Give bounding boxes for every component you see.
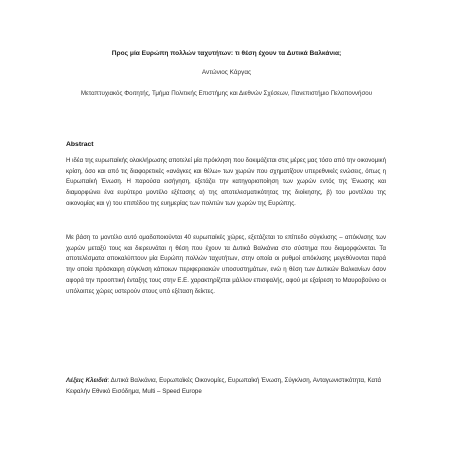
keywords-separator: : <box>107 377 111 384</box>
keywords-label: Λέξεις Κλειδιά <box>66 377 108 384</box>
abstract-paragraph-1: Η ιδέα της ευρωπαϊκής ολοκλήρωσης αποτελεί μία πρόκληση που δοκιμάζεται στις μέρες μας τόσο από την οικονομική κρίση, όσο και από τις διαφορετικές «ανάγκες και θέλω» των χωρών που σχηματίζουν υπερεθνικές ενώσεις, όπως η Ευρωπαϊκή Ένωση. Η παρούσα εισήγηση, εξετάζει την κατηγοριοποίηση των χωρών εντός της Ένωσης και διαμορφώνει ένα ευρύτερο μοντέλο εξέτασης α) της αποτελεσματικότητας της διοίκησης, β) του μοντέλου της οικονομίας και γ) του επιπέδου της ευημερίας των πολιτών των χωρών της Ευρώπης. <box>66 157 386 207</box>
author-affiliation: Μεταπτυχιακός Φοιτητής, Τμήμα Πολιτικής Επιστήμης και Διεθνών Σχέσεων, Πανεπιστήμιο Πελοποννήσου <box>80 90 373 97</box>
paper-title: Προς μία Ευρώπη πολλών ταχυτήτων: τι θέση έχουν τα Δυτικά Βαλκάνια; <box>111 50 342 57</box>
keywords-text: Δυτικά Βαλκάνια, Ευρωπαϊκές Οικονομίες, Ευρωπαϊκή Ένωση, Σύγκλιση, Ανταγωνιστικότητα, Κατά Κεφαλήν Εθνικό Εισόδημα, Multi – Speed Europe <box>66 377 382 395</box>
author-name: Αντώνιος Κάργας <box>201 69 252 76</box>
keywords-line <box>66 375 386 397</box>
abstract-paragraph-2: Με βάση το μοντέλο αυτό ομαδοποιούνται 40 ευρωπαϊκές χώρες, εξετάζεται το επίπεδο σύγκλισης – απόκλισης των χωρών μεταξύ τους και διερευνάται η θέση που έχουν τα Δυτικά Βαλκάνια στο σύστημα που διαμορφώνεται. Τα αποτελέσματα αποκαλύπτουν μία Ευρώπη πολλών ταχυτήτων, στην οποία οι ρυθμοί απόκλισης μεγεθύνονται παρά την οποία πρόσκαιρη σύγκλιση κάποιων περιφερειακών υποσυστημάτων, ενώ η θέση των Δυτικών Βαλκανίων όσον αφορά την προοπτική ένταξης τους στην Ε.Ε. χαρακτηρίζεται μάλλον επισφαλής, αφού με εξαίρεση το Μαυροβούνιο οι υπόλοιπες χώρες υστερούν στους υπό εξέταση δείκτες. <box>66 234 386 295</box>
abstract-heading: Abstract <box>66 141 94 148</box>
